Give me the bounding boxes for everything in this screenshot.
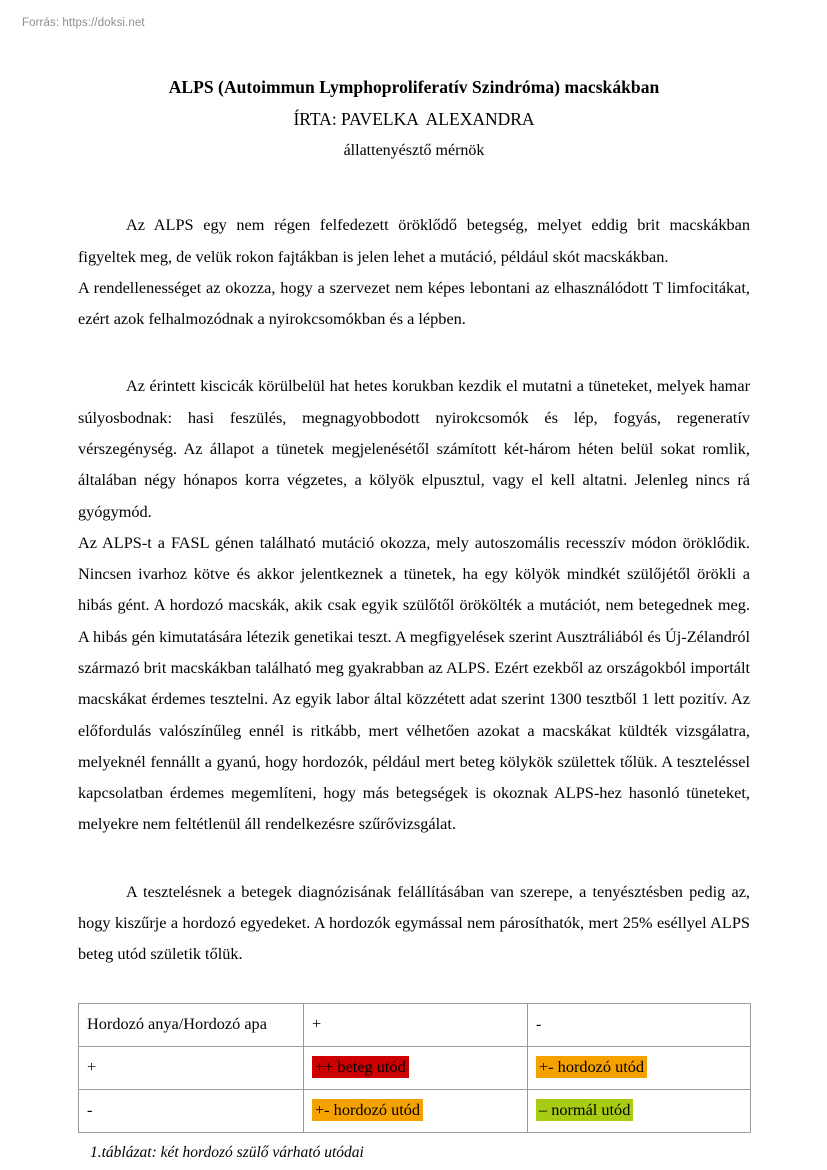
title-block xyxy=(78,76,750,161)
table-cell-carrier-1 xyxy=(528,1047,751,1090)
table-row xyxy=(79,1047,751,1090)
table-cell-affected xyxy=(304,1047,528,1090)
paragraph-intro: Az ALPS egy nem régen felfedezett öröklődő betegség, melyet eddig brit macskákban figyeltek meg, de velük rokon fajtákban is jelen lehet a mutáció, például skót macskákban. xyxy=(78,215,750,266)
table-cell-carrier-2 xyxy=(304,1090,528,1133)
author-qualification: állattenyésztő mérnök xyxy=(343,142,485,160)
table-wrapper xyxy=(78,1003,750,1164)
paragraph-genetics: Az ALPS-t a FASL génen található mutáció okozza, mely autoszomális recesszív módon öröklődik. Nincsen ivarhoz kötve és akkor jelentkeznek a tünetek, ha egy kölyök mindkét szülőjétől örökli a hibás gént. A hordozó macskák, akik csak egyik szülőtől örökölték a mutációt, nem betegednek meg. A hibás gén kimutatására létezik genetikai teszt. A megfigyelések szerint Ausztráliából és Új-Zélandról származó brit macskákban található meg gyakrabban az ALPS. Ezért ezekből az országokból importált macskákat érdemes tesztelni. Az egyik labor által közzétett adat szerint 1300 tesztből 1 lett pozitív. Az előfordulás valószínűleg ennél is ritkább, mert vélhetően azokat a macskákat küldték vizsgálatra, melyeknél fennállt a gyanú, hogy hordozók, például mert beteg kölykök születtek tőlük. A teszteléssel kapcsolatban érdemes megemlíteni, hogy más betegségek is okoznak ALPS-hez hasonló tüneteket, melyekre nem feltétlenül áll rendelkezésre szűrővizsgálat. xyxy=(78,532,750,834)
table-header-row xyxy=(79,1004,751,1047)
table-caption: 1.táblázat: két hordozó szülő várható utódai xyxy=(90,1144,364,1162)
paragraph-testing: A tesztelésnek a betegek diagnózisának felállításában van szerepe, a tenyésztésben pedig az, hogy kiszűrje a hordozó egyedeket. A hordozók egymással nem párosíthatók, mert 25% eséllyel ALPS beteg utód születik tőlük. xyxy=(78,881,750,964)
highlight-carrier-offspring-2: +- hordozó utód xyxy=(312,1099,423,1121)
page-title: ALPS (Autoimmun Lymphoproliferatív Szindróma) macskákban xyxy=(168,77,660,97)
document-body xyxy=(78,0,750,1164)
highlight-affected-offspring: ++ beteg utód xyxy=(312,1056,409,1078)
punnett-square-table xyxy=(78,1003,751,1133)
source-watermark: Forrás: https://doksi.net xyxy=(22,17,145,29)
table-row xyxy=(79,1090,751,1133)
table-row-header-minus: - xyxy=(79,1090,304,1133)
paragraph-symptoms: Az érintett kiscicák körülbelül hat hetes korukban kezdik el mutatni a tüneteket, melyek hamar súlyosbodnak: hasi feszülés, megnagyobbodott nyirokcsomók és lép, fogyás, regeneratív vérszegénység. Az állapot a tünetek megjelenésétől számított két-három héten belül sokat romlik, általában négy hónapos korra végzetes, a kölyök elpusztul, vagy el kell altatni. Jelenleg nincs rá gyógymód. xyxy=(78,376,750,521)
highlight-normal-offspring: – normál utód xyxy=(536,1099,633,1121)
paragraph-mechanism: A rendellenességet az okozza, hogy a szervezet nem képes lebontani az elhasználódott T limfocitákat, ezért azok felhalmozódnak a nyirokcsomókban és a lépben. xyxy=(78,277,750,329)
table-col-header-minus: - xyxy=(528,1004,751,1047)
table-col-header-plus: + xyxy=(304,1004,528,1047)
table-row-header-plus: + xyxy=(79,1047,304,1090)
author-line: ÍRTA: PAVELKA ALEXANDRA xyxy=(293,109,535,130)
table-corner-header: Hordozó anya/Hordozó apa xyxy=(79,1004,304,1047)
highlight-carrier-offspring-1: +- hordozó utód xyxy=(536,1056,647,1078)
table-cell-normal xyxy=(528,1090,751,1133)
